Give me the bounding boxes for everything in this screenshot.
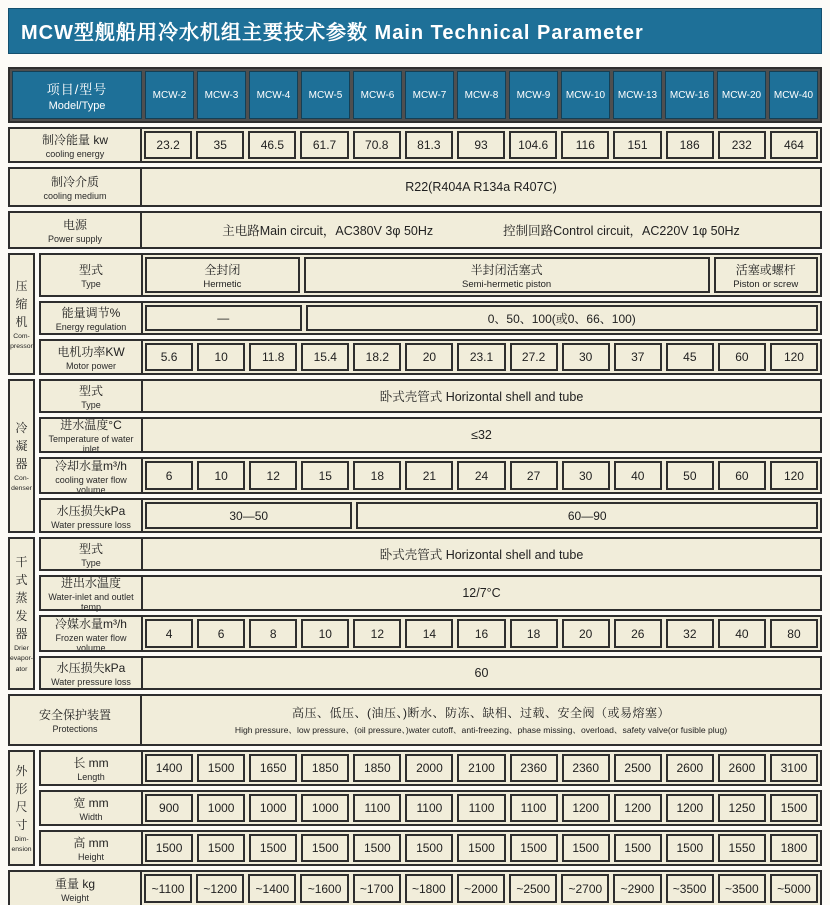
row-label-zh: 型式 <box>78 542 103 556</box>
row-label-en: Height <box>77 852 104 862</box>
model-cell: MCW-5 <box>301 71 350 119</box>
value-cell: 10 <box>301 619 349 648</box>
value-cell: 80 <box>770 619 818 648</box>
value-cell: 1800 <box>770 834 818 862</box>
row-label-evap-pressure-loss <box>41 658 143 688</box>
value-cell: 11.8 <box>249 343 297 371</box>
value-cell: 93 <box>457 131 505 159</box>
span-text-zh: 活塞或螺杆 <box>735 262 796 277</box>
row-label-zh: 高 mm <box>73 836 109 850</box>
value-cell: 1100 <box>510 794 558 822</box>
page-title: MCW型舰船用冷水机组主要技术参数 Main Technical Parameter <box>8 8 822 54</box>
section-dimension <box>8 750 822 866</box>
row-label-cooling-energy <box>10 129 142 161</box>
value-cell: 70.8 <box>353 131 401 159</box>
row-label-zh: 宽 mm <box>73 796 109 810</box>
value-cell: 232 <box>718 131 766 159</box>
row-label-en: Type <box>81 558 101 568</box>
row-label-cooling-medium <box>10 169 142 205</box>
row-evap-water-flow <box>39 615 822 652</box>
span-cell <box>145 305 302 331</box>
row-content <box>143 577 820 609</box>
header-label-en: Model/Type <box>48 99 106 112</box>
row-label-comp-type <box>41 255 143 295</box>
value-cell: 2360 <box>562 754 610 782</box>
value-cell: 2500 <box>614 754 662 782</box>
value-cell: 6 <box>197 619 245 648</box>
value-cell: 10 <box>197 461 245 490</box>
row-label-zh: 水压损失kPa <box>56 503 126 518</box>
row-label-en: Power supply <box>47 234 103 244</box>
row-evap-pressure-loss <box>39 656 822 690</box>
value-cell: 60 <box>718 461 766 490</box>
row-label-zh: 型式 <box>78 263 103 277</box>
span-cell <box>145 502 352 529</box>
span-text-en: Piston or screw <box>733 278 799 290</box>
row-label-zh: 重量 kg <box>54 876 95 891</box>
model-cell: MCW-6 <box>353 71 402 119</box>
value-cell: 3100 <box>770 754 818 782</box>
span-cell <box>356 502 818 529</box>
value-cell: 8 <box>249 619 297 648</box>
value-cell: 18 <box>353 461 401 490</box>
value-cell: 21 <box>405 461 453 490</box>
row-content <box>143 832 820 864</box>
section-label-zh: 压缩机 <box>15 278 28 329</box>
row-label-zh: 进水温度°C <box>60 418 122 432</box>
value-cell: ~2700 <box>561 874 609 903</box>
row-motor-power <box>39 339 822 375</box>
row-cond-water-flow <box>39 457 822 494</box>
header-model-cells <box>145 71 818 119</box>
row-value: 卧式壳管式 Horizontal shell and tube <box>379 390 584 404</box>
row-label-en: Type <box>81 400 101 410</box>
value-cell: 2600 <box>718 754 766 782</box>
row-label-cond-type <box>41 381 143 411</box>
row-label-en: Water pressure loss <box>51 677 131 687</box>
span-cell <box>304 257 710 293</box>
value-cell: 15.4 <box>301 343 349 371</box>
section-label-en-line: evapor- <box>9 655 34 663</box>
span-cell <box>145 257 300 293</box>
row-value: 12/7°C <box>462 586 501 600</box>
row-label-zh: 型式 <box>78 384 103 398</box>
header-label-zh: 项目/型号 <box>46 81 108 97</box>
row-value: 卧式壳管式 Horizontal shell and tube <box>379 548 584 562</box>
model-header-row <box>8 67 822 123</box>
row-label-zh: 制冷能量 kw <box>41 133 108 147</box>
value-cell: 120 <box>770 461 818 490</box>
section-label-zh: 外形尺寸 <box>15 763 28 832</box>
row-content <box>142 872 820 905</box>
model-cell: MCW-40 <box>769 71 818 119</box>
value-cell: 1500 <box>510 834 558 862</box>
row-content <box>143 617 820 650</box>
value-cell: 1500 <box>614 834 662 862</box>
section-label-en-line: Drier <box>14 644 29 652</box>
value-cell: 120 <box>770 343 818 371</box>
protections-en: High pressure、low pressure、(oil pressure、)water cutoff、anti-freezing、phase missing、overload、safety valve(or fusible plug) <box>234 725 728 735</box>
row-value <box>142 696 820 744</box>
row-label-en: Protections <box>52 724 98 734</box>
row-content <box>142 169 820 205</box>
value-cell: 61.7 <box>300 131 348 159</box>
value-cell: 2360 <box>510 754 558 782</box>
row-label-en: cooling medium <box>43 191 107 201</box>
value-cell: 24 <box>457 461 505 490</box>
value-cell: 4 <box>145 619 193 648</box>
value-cell: 186 <box>666 131 714 159</box>
value-cell: 40 <box>614 461 662 490</box>
value-cell: 26 <box>614 619 662 648</box>
value-cell: 6 <box>145 461 193 490</box>
section-rows-dimension <box>39 750 822 866</box>
value-cell: 1650 <box>249 754 297 782</box>
row-cooling-medium <box>8 167 822 207</box>
value-cell: 2100 <box>457 754 505 782</box>
value-cell: 45 <box>666 343 714 371</box>
row-cond-type <box>39 379 822 413</box>
row-label-en: Motor power <box>65 361 117 371</box>
value-cell: 32 <box>666 619 714 648</box>
span-text-zh: 30—50 <box>229 508 269 523</box>
value-cell: 1850 <box>353 754 401 782</box>
value-cell: 60 <box>718 343 766 371</box>
row-label-en: Frozen water flow volume <box>55 632 127 653</box>
row-label-zh: 电机功率KW <box>57 345 125 359</box>
span-text-zh: 半封闭活塞式 <box>470 262 543 277</box>
section-label-en-line: Con- <box>14 474 29 482</box>
value-cell: 30 <box>562 461 610 490</box>
row-content <box>143 539 820 569</box>
section-label-en-line: ator <box>15 665 28 673</box>
value-cell: 16 <box>457 619 505 648</box>
value-cell: ~5000 <box>770 874 818 903</box>
value-cell: ~3500 <box>718 874 766 903</box>
span-text-zh: 0、50、100(或0、66、100) <box>487 311 636 326</box>
span-cell <box>714 257 818 293</box>
row-width <box>39 790 822 826</box>
row-value: 60 <box>474 666 489 680</box>
model-cell: MCW-20 <box>717 71 766 119</box>
row-label-zh: 水压损失kPa <box>56 661 126 675</box>
row-protections <box>8 694 822 746</box>
section-label-en-line: Dim- <box>14 835 29 843</box>
model-cell: MCW-16 <box>665 71 714 119</box>
row-label-evap-water-flow <box>41 616 143 653</box>
value-cell: 50 <box>666 461 714 490</box>
section-label-en-line: ension <box>11 846 32 853</box>
row-label-en: Temperature of water inlet <box>48 434 134 454</box>
row-content <box>143 419 820 451</box>
model-cell: MCW-3 <box>197 71 246 119</box>
value-cell: 10 <box>197 343 245 371</box>
row-label-en: Length <box>77 772 105 782</box>
row-content <box>142 213 820 247</box>
row-label-en: Energy regulation <box>55 322 127 332</box>
row-label-energy-regulation <box>41 303 143 333</box>
value-cell: 1500 <box>562 834 610 862</box>
row-label-en: cooling water flow volume <box>55 474 127 495</box>
value-cell: 5.6 <box>145 343 193 371</box>
value-cell: ~1600 <box>300 874 348 903</box>
value-cell: 12 <box>353 619 401 648</box>
row-energy-regulation <box>39 301 822 335</box>
row-content <box>143 752 820 784</box>
row-content <box>142 696 820 744</box>
value-cell: 1500 <box>666 834 714 862</box>
spec-table <box>8 67 822 905</box>
row-label-length <box>41 752 143 784</box>
value-cell: ~2900 <box>613 874 661 903</box>
value-cell: 37 <box>614 343 662 371</box>
value-cell: 1250 <box>718 794 766 822</box>
row-length <box>39 750 822 786</box>
row-label-en: Weight <box>61 892 89 903</box>
row-label-zh: 冷媒水量m³/h <box>54 616 127 631</box>
header-label-cell <box>12 71 142 119</box>
value-cell: 1500 <box>457 834 505 862</box>
section-condenser <box>8 379 822 533</box>
value-cell: 1400 <box>145 754 193 782</box>
span-text-zh: 全封闭 <box>204 262 241 277</box>
section-evaporator <box>8 537 822 690</box>
span-text-en: Hermetic <box>203 278 242 290</box>
row-label-weight <box>10 872 142 905</box>
value-cell: 20 <box>405 343 453 371</box>
row-comp-type <box>39 253 822 297</box>
row-content <box>143 658 820 688</box>
value-cell: ~1200 <box>196 874 244 903</box>
value-cell: 900 <box>145 794 193 822</box>
value-cell: ~1700 <box>353 874 401 903</box>
row-content <box>143 341 820 373</box>
value-cell: 35 <box>196 131 244 159</box>
row-evap-inout-temp <box>39 575 822 611</box>
row-label-zh: 进出水温度 <box>60 576 121 590</box>
row-label-en: Width <box>79 812 103 822</box>
row-label-cond-pressure-loss <box>41 500 143 531</box>
row-label-protections <box>10 696 142 744</box>
value-cell: 151 <box>613 131 661 159</box>
span-cell <box>306 305 818 331</box>
value-cell: ~2500 <box>509 874 557 903</box>
value-cell: 1550 <box>718 834 766 862</box>
value-cell: 1500 <box>145 834 193 862</box>
row-content <box>143 303 820 333</box>
value-cell: 1500 <box>353 834 401 862</box>
value-cell: 81.3 <box>405 131 453 159</box>
model-cell: MCW-9 <box>509 71 558 119</box>
value-cell: 1100 <box>457 794 505 822</box>
model-cell: MCW-10 <box>561 71 610 119</box>
row-label-evap-type <box>41 539 143 569</box>
row-value: R22(R404A R134a R407C) <box>405 180 557 194</box>
value-cell: 18 <box>510 619 558 648</box>
row-label-zh: 电源 <box>62 218 87 232</box>
value-cell: 1500 <box>405 834 453 862</box>
row-label-motor-power <box>41 341 143 373</box>
value-cell: 1000 <box>249 794 297 822</box>
model-cell: MCW-2 <box>145 71 194 119</box>
value-cell: ~3500 <box>666 874 714 903</box>
value-cell: ~2000 <box>457 874 505 903</box>
value-cell: 1500 <box>197 834 245 862</box>
value-cell: 1500 <box>301 834 349 862</box>
row-label-zh: 冷却水量m³/h <box>54 458 127 473</box>
value-cell: 1200 <box>562 794 610 822</box>
value-cell: 1500 <box>770 794 818 822</box>
value-cell: 27.2 <box>510 343 558 371</box>
section-label-en-line: denser <box>11 485 32 492</box>
value-cell: 464 <box>770 131 818 159</box>
row-value: ≤32 <box>471 428 492 442</box>
row-label-en: Water pressure loss <box>51 519 131 530</box>
value-cell: 27 <box>510 461 558 490</box>
row-value-part: 控制回路Control circuit，AC220V 1φ 50Hz <box>503 224 740 238</box>
value-cell: 23.2 <box>144 131 192 159</box>
row-label-height <box>41 832 143 864</box>
section-label-evaporator <box>8 537 35 690</box>
row-label-en: cooling energy <box>45 149 105 159</box>
row-content <box>143 792 820 824</box>
row-content <box>143 500 820 531</box>
row-evap-type <box>39 537 822 571</box>
section-compressor <box>8 253 822 375</box>
section-rows-evaporator <box>39 537 822 690</box>
row-power-supply <box>8 211 822 249</box>
value-cell: 1100 <box>353 794 401 822</box>
protections-zh: 高压、低压、(油压、)断水、防冻、缺相、过载、安全阀（或易熔塞） <box>292 706 670 720</box>
row-cooling-energy <box>8 127 822 163</box>
value-cell: 30 <box>562 343 610 371</box>
span-text-en: Semi-hermetic piston <box>461 278 552 290</box>
section-label-zh: 干式蒸发器 <box>15 554 28 641</box>
model-cell: MCW-7 <box>405 71 454 119</box>
value-cell: 1500 <box>197 754 245 782</box>
span-text-zh: 60—90 <box>567 508 607 523</box>
row-cond-inlet-temp <box>39 417 822 453</box>
value-cell: 1200 <box>614 794 662 822</box>
model-cell: MCW-8 <box>457 71 506 119</box>
row-value-part: 主电路Main circuit，AC380V 3φ 50Hz <box>222 224 434 238</box>
value-cell: 46.5 <box>248 131 296 159</box>
value-cell: 104.6 <box>509 131 557 159</box>
value-cell: 18.2 <box>353 343 401 371</box>
row-cond-pressure-loss <box>39 498 822 533</box>
value-cell: 1500 <box>249 834 297 862</box>
section-label-zh: 冷凝器 <box>15 420 28 471</box>
value-cell: 1200 <box>666 794 714 822</box>
value-cell: 1000 <box>197 794 245 822</box>
section-label-compressor <box>8 253 35 375</box>
section-label-en-line: Com- <box>13 332 30 340</box>
row-content <box>143 381 820 411</box>
value-cell: 12 <box>249 461 297 490</box>
value-cell: ~1100 <box>144 874 192 903</box>
section-label-en-line: pressor <box>10 343 33 350</box>
value-cell: 1850 <box>301 754 349 782</box>
value-cell: 2600 <box>666 754 714 782</box>
row-content <box>143 255 820 295</box>
value-cell: ~1400 <box>248 874 296 903</box>
model-cell: MCW-13 <box>613 71 662 119</box>
value-cell: 1000 <box>301 794 349 822</box>
value-cell: ~1800 <box>405 874 453 903</box>
row-content <box>143 459 820 492</box>
section-rows-compressor <box>39 253 822 375</box>
model-cell: MCW-4 <box>249 71 298 119</box>
value-cell: 116 <box>561 131 609 159</box>
row-label-cond-inlet-temp <box>41 418 143 454</box>
value-cell: 20 <box>562 619 610 648</box>
section-label-dimension <box>8 750 35 866</box>
value-cell: 23.1 <box>457 343 505 371</box>
row-label-en: Water-inlet and outlet temp <box>48 592 134 612</box>
row-label-evap-inout-temp <box>41 576 143 612</box>
row-label-zh: 长 mm <box>73 756 109 770</box>
row-label-zh: 能量调节% <box>61 306 121 320</box>
row-height <box>39 830 822 866</box>
section-rows-condenser <box>39 379 822 533</box>
span-text-zh: — <box>217 311 230 325</box>
row-label-power-supply <box>10 213 142 247</box>
row-label-zh: 制冷介质 <box>50 175 99 189</box>
value-cell: 1100 <box>405 794 453 822</box>
value-cell: 15 <box>301 461 349 490</box>
row-label-width <box>41 792 143 824</box>
value-cell: 2000 <box>405 754 453 782</box>
row-label-zh: 安全保护装置 <box>38 708 111 722</box>
row-weight <box>8 870 822 905</box>
value-cell: 40 <box>718 619 766 648</box>
row-content <box>142 129 820 161</box>
section-label-condenser <box>8 379 35 533</box>
row-label-en: Type <box>81 279 101 289</box>
value-cell: 14 <box>405 619 453 648</box>
row-label-cond-water-flow <box>41 458 143 495</box>
